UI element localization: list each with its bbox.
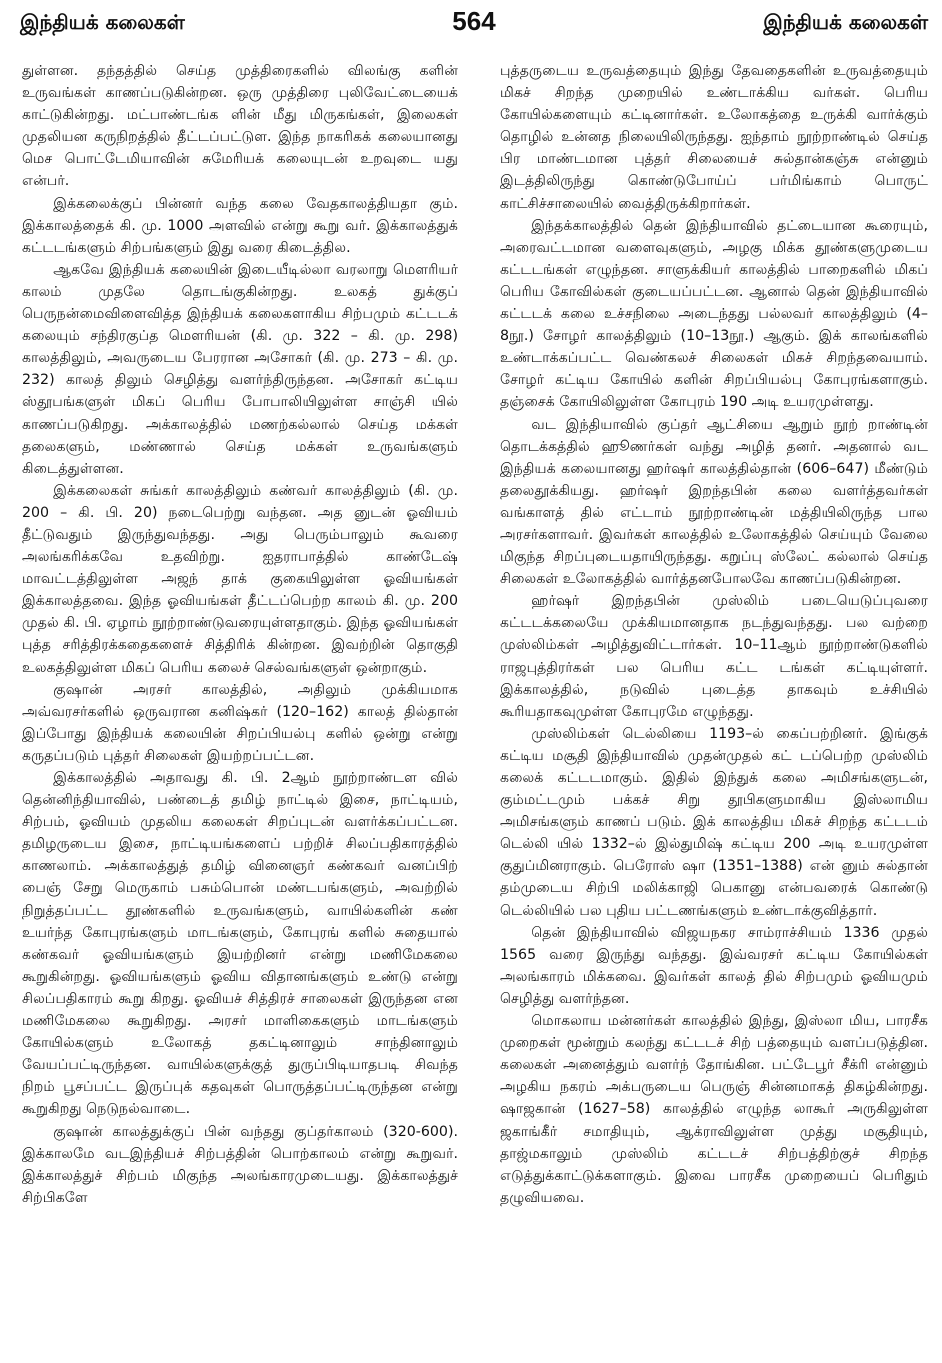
- paragraph: முஸ்லிம்கள் டெல்லியை 1193–ல் கைப்பற்றினர். இங்குக் கட்டிய மசூதி இந்தியாவில் முதன்முதல் கட் டப்பெற்ற முஸ்லிம் கலைக் கட்டடமாகும். இதில் இந்துக் கலை அமிசங்களுடன், கும்மட்டமும் பக்கச் சிறு தூபிகளுமாகிய இஸ்லாமிய அமிசங்களும் காணப் படும். இக் காலத்திய மிகச் சிறந்த கட்டடம் டெல்லி யில் 1332–ல் இல்துமிஷ் கட்டிய 200 அடி உயரமுள்ள குதுப்மினராகும். பெரோஸ் ஷா (1351–1388) என் னும் சுல்தான் தம்முடைய சிற்பி மலிக்காஜி பெகானு என்பவரைக் கொண்டு டெல்லியில் பல புதிய பட்டணங்களும் உண்டாக்குவித்தார்.: [500, 725, 928, 919]
- paragraph: இக்கலைகள் சுங்கர் காலத்திலும் கண்வர் காலத்திலும் (கி. மு. 200 – கி. பி. 20) நடைபெற்று வந்தன. அத னுடன் ஓவியம் தீட்டுவதும் இருந்துவந்தது. அது பெரும்பாலும் கூவரை அலங்கரிக்கவே உதவிற்று. ஐதராபாத்தில் காண்டேஷ் மாவட்டத்திலுள்ள அஜந் தாக் குகையிலுள்ள ஓவியங்கள் இக்காலத்தவை. இந்த ஓவியங்கள் தீட்டப்பெற்ற காலம் கி. மு. 200 முதல் கி. பி. ஏழாம் நூற்றாண்டுவரையுள்ளதாகும். இந்த ஓவியங்கள் புத்த சரித்திரக்கதைகளைச் சித்திரிக் கின்றன. இவற்றின் தொகுதி உலகத்திலுள்ள மிகப் பெரிய கலைச் செல்வங்களுள் ஒன்றாகும்.: [22, 482, 458, 676]
- paragraph: இக்கலைக்குப் பின்னர் வந்த கலை வேதகாலத்தியதா கும். இக்காலத்தைக் கி. மு. 1000 அளவில் என்று கூறு வர். இக்காலத்துக் கட்டடங்களும் சிற்பங்களும் இது வரை கிடைத்தில.: [22, 195, 458, 256]
- paragraph: வட இந்தியாவில் குப்தர் ஆட்சியை ஆறும் நூற் றாண்டின் தொடக்கத்தில் ஹூணர்கள் வந்து அழித் தனர். அதனால் வட இந்தியக் கலையானது ஹர்ஷர் காலத்தில்தான் (606–647) மீண்டும் தலைதூக்கியது. ஹர்ஷர் இறந்தபின் கலை வளர்த்தவர்கள் வங்காளத் தில் எட்டாம் நூற்றாண்டின் மத்தியிலிருந்த பால அரசர்களாவர். இவர்கள் காலத்தில் உலோகத்தில் செய்யும் வேலை மிகுந்த சிறப்புடையதாயிருந்தது. கறுப்பு ஸ்லேட் கல்லால் செய்த சிலைகள் உலோகத்தில் வார்த்தனபோலவே காணப்படுகின்றன.: [500, 416, 928, 588]
- running-title-right: இந்தியக் கலைகள்: [763, 10, 928, 34]
- page-header: [20, 6, 928, 40]
- paragraph: ஹர்ஷர் இறந்தபின் முஸ்லிம் படையெடுப்புவரை கட்டடக்கலையே முக்கியமானதாக நடந்துவந்தது. பல வற்றை முஸ்லிம்கள் அழித்துவிட்டார்கள். 10–11ஆம் நூற்றாண்டுகளில் ராஜபுத்திரர்கள் பல பெரிய கட்ட டங்கள் கட்டியுள்ளர். இக்காலத்தில், நடுவில் புடைத்த தாகவும் உச்சியில் கூரியதாகவுமுள்ள கோபுரமே எழுந்தது.: [500, 593, 928, 720]
- paragraph: துள்ளன. தந்தத்தில் செய்த முத்திரைகளில் விலங்கு களின் உருவங்கள் காணப்படுகின்றன. ஒரு முத்திரை புலிவேட்டையைக் காட்டுகின்றது. மட்பாண்டங்க ளின் மீது மிருகங்கள், இலைகள் முதலியன கருநிறத்தில் தீட்டப்பட்டுள. இந்த நாகரிகக் கலையானது மெச பொட்டேமியாவின் சுமேரியக் கலையுடன் உறவுடை யது என்பர்.: [22, 63, 458, 190]
- paragraph: தென் இந்தியாவில் விஜயநகர சாம்ராச்சியம் 1336 முதல் 1565 வரை இருந்து வந்தது. இவ்வரசர் கட்டிய கோயில்கள் அலங்காரம் மிக்கவை. இவர்கள் காலத் தில் சிற்பமும் ஓவியமும் செழித்து வளர்ந்தன.: [500, 924, 928, 1007]
- paragraph: குஷான் காலத்துக்குப் பின் வந்தது குப்தர்காலம் (320-600). இக்காலமே வடஇந்தியச் சிற்பத்தின் பொற்காலம் என்று கூறுவர். இக்காலத்துச் சிற்பம் மிகுந்த அலங்காரமுடையது. இக்காலத்துச் சிற்பிகளே: [22, 1123, 458, 1206]
- paragraph: ஆகவே இந்தியக் கலையின் இடையீடில்லா வரலாறு மௌரியர் காலம் முதலே தொடங்குகின்றது. உலகத் துக்குப் பெருநன்மைவிளைவித்த இந்தியக் கலைகளாகிய சிற்பமும் கட்டடக் கலையும் சந்திரகுப்த மௌரியன் (கி. மு. 322 – கி. மு. 298) காலத்திலும், அவருடைய பேரரான அசோகர் (கி. மு. 273 – கி. மு. 232) காலத் திலும் செழித்து வளர்ந்திருந்தன. அசோகர் கட்டிய ஸ்தூபங்களுள் மிகப் பெரிய போபாலியிலுள்ள சாஞ்சி யில் காணப்படுகிறது. அக்காலத்தில் மணற்கல்லால் செய்த மக்கள் தலைகளும், மண்ணால் செய்த மக்கள் உருவங்களும் கிடைத்துள்ளன.: [22, 261, 458, 477]
- paragraph: இந்தக்காலத்தில் தென் இந்தியாவில் தட்டையான கூரையும், அரைவட்டமான வளைவுகளும், அழகு மிக்க தூண்களுமுடைய கட்டடங்கள் எழுந்தன. சாளுக்கியர் காலத்தில் பாறைகளில் மிகப் பெரிய கோவில்கள் குடையப்பட்டன. ஆனால் தென் இந்தியாவில் கட்டடக் கலை உச்சநிலை அடைந்தது பல்லவர் காலத்திலும் (4–8நூ.) சோழர் காலத்திலும் (10–13நூ.) ஆகும். இக் காலங்களில் உண்டாக்கப்பட்ட வெண்கலச் சிலைகள் மிகச் சிறந்தவையாம். சோழர் கட்டிய கோயில் களின் சிறப்பியல்பு கோபுரங்களாகும். தஞ்சைக் கோயிலிலுள்ள கோபுரம் 190 அடி உயரமுள்ளது.: [500, 217, 928, 411]
- paragraph: புத்தருடைய உருவத்தையும் இந்து தேவதைகளின் உருவத்தையும் மிகச் சிறந்த முறையில் உண்டாக்கிய வர்கள். பெரிய கோயில்களையும் கட்டினார்கள். உலோகத்தை உருக்கி வார்க்கும் தொழில் உன்னத நிலையிலிருந்தது. ஐந்தாம் நூற்றாண்டில் செய்த பிர மாண்டமான புத்தர் சிலையைச் சுல்தான்கஞ்சு என்னும் இடத்திலிருந்து கொண்டுபோய்ப் பர்மிங்காம் பொருட் காட்சிச்சாலையில் வைத்திருக்கிறார்கள்.: [500, 63, 928, 212]
- running-title-left: இந்தியக் கலைகள்: [20, 10, 185, 34]
- paragraph: குஷான் அரசர் காலத்தில், அதிலும் முக்கியமாக அவ்வரசர்களில் ஒருவரான கனிஷ்கர் (120–162) காலத் தில்தான் இப்போது இந்தியக் கலையின் சிறப்பியல்பு களில் ஒன்று என்று கருதப்படும் புத்தர் சிலைகள் இயற்றப்பட்டன.: [22, 681, 458, 764]
- paragraph: மொகலாய மன்னர்கள் காலத்தில் இந்து, இஸ்லா மிய, பாரசீக முறைகள் மூன்றும் கலந்து கட்டடச் சிற் பத்தையும் வளப்படுத்தின. கலைகள் அனைத்தும் வளர்ந் தோங்கின. பட்டேபூர் சீக்ரி என்னும் அழகிய நகரம் அக்பருடைய பெருஞ் சின்னமாகத் திகழ்கின்றது. ஷாஜகான் (1627–58) காலத்தில் எழுந்த லாகூர் அருகிலுள்ள ஜகாங்கீர் சமாதியும், ஆக்ராவிலுள்ள முத்து மசூதியும், தாஜ்மகாலும் முஸ்லிம் கட்டடச் சிற்பத்திற்குச் சிறந்த எடுத்துக்காட்டுக்களாகும். இவை பாரசீக முறையைப் பெரிதும் தழுவியவை.: [500, 1013, 928, 1206]
- page-number: 564: [452, 6, 496, 36]
- paragraph: இக்காலத்தில் அதாவது கி. பி. 2ஆம் நூற்றாண்டள வில் தென்னிந்தியாவில், பண்டைத் தமிழ் நாட்டில் இசை, நாட்டியம், சிற்பம், ஓவியம் முதலிய கலைகள் சிறப்புடன் வளர்க்கப்பட்டன. தமிழருடைய இசை, நாட்டியங்களைப் பற்றிச் சிலப்பதிகாரத்தில் காணலாம். அக்காலத்துத் தமிழ் வினைஞர் கண்கவர் வனப்பிற் பைஞ் சேறு மெருகாம் பசும்பொன் மண்டபங்களும், அவற்றில் நிறுத்தப்பட்ட தூண்களில் உருவங்களும், வாயில்களின் கண் உயர்ந்த கோபுரங்களும் மாடங்களும், கோபுரங் களில் சுதையால் கண்கவர் ஓவியங்களும் இயற்றினர் என்று மணிமேகலை கூறுகின்றது. ஓவியங்களும் ஓவிய விதானங்களும் உண்டு என்று சிலப்பதிகாரம் கூறு கிறது. ஓவியச் சித்திரச் சாலைகள் இருந்தன என மணிமேகலை கூறுகிறது. அரசர் மாளிகைகளும் மாடங்களும் கோயில்களும் உலோகத் தகட்டினாலும் சாந்தினாலும் வேயப்பட்டிருந்தன. வாயில்களுக்குத் துருப்பிடியாதபடி சிவந்த நிறம் பூசப்பட்ட இருப்புக் கதவுகள் பொருத்தப்பட்டிருந்தன என்று கூறுகிறது நெடுநல்வாடை.: [22, 770, 458, 1118]
- right-column: [500, 60, 928, 1356]
- left-column: [22, 60, 458, 1356]
